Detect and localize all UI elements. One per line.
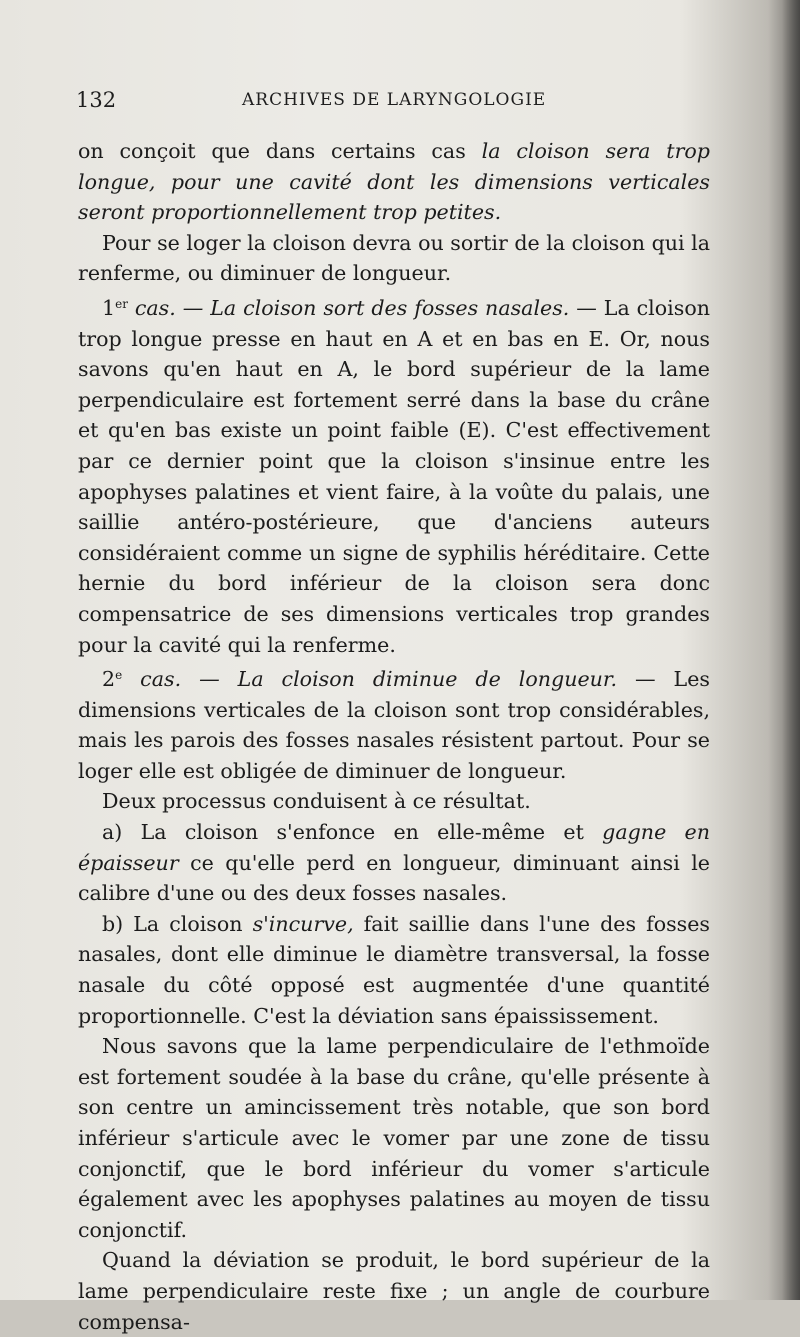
paragraph-1 xyxy=(78,136,710,228)
body-text xyxy=(78,136,710,1337)
case-2-text: — Les dimensions verticales de la cloison sont trop considérables, mais les parois des fosses nasales résistent partout. Pour se loger elle est obligée de diminuer de longueur. xyxy=(78,667,710,783)
process-b-text: b) La cloison xyxy=(102,911,253,936)
paragraph-2: Pour se loger la cloison devra ou sortir de la cloison qui la renferme, ou diminuer de longueur. xyxy=(78,230,711,286)
process-b-tail: fait saillie dans l'une des fosses nasales, dont elle diminue le diamètre transversal, la fosse nasale du côté opposé est augmentée d'une quantité proportionnelle. C'est la déviation sans épaississement. xyxy=(78,911,710,1028)
page-number: 132 xyxy=(76,88,117,112)
paragraph-process-b xyxy=(78,909,710,1031)
paragraph-1-text: on conçoit que dans certains cas xyxy=(78,139,482,163)
process-a-emphasis: gagne en épaisseur xyxy=(78,820,710,875)
case-2-heading: cas. — La cloison diminue de longueur. xyxy=(122,667,618,692)
case-1-superscript: er xyxy=(115,296,128,311)
page-shadow-edge xyxy=(782,0,800,1300)
case-1-heading: cas. — La cloison sort des fosses nasales. xyxy=(127,295,570,320)
case-1-text: — La cloison trop longue presse en haut en A et en bas en E. Or, nous savons qu'en haut en A, le bord supérieur de la lame perpendiculaire est fortement serré dans la base du crâne et qu'en bas existe un point faible (E). C'est effectivement par ce dernier point que la cloison s'insinue entre les apophyses palatines et vient faire, à la voûte du palais, une saillie antéro-postérieure, que d'anciens auteurs considéraient comme un signe de syphilis héréditaire. Cette hernie du bord inférieur de la cloison sera donc compensatrice de ses dimensions verticales trop grandes pour la cavité qui la renferme. xyxy=(78,295,710,657)
case-2-superscript: e xyxy=(115,668,123,683)
process-a-tail: ce qu'elle perd en longueur, diminuant ainsi le calibre d'une ou des deux fosses nasales. xyxy=(78,850,710,906)
paragraph-processes: Deux processus conduisent à ce résultat. xyxy=(102,789,531,814)
case-1-number: 1 xyxy=(102,295,116,320)
case-2-number: 2 xyxy=(102,667,116,692)
paragraph-process-a xyxy=(78,817,710,909)
page-header xyxy=(76,88,716,118)
process-b-emphasis: s'incurve, xyxy=(252,911,354,936)
paragraph-anatomy: Nous savons que la lame perpendiculaire de l'ethmoïde est fortement soudée à la base du crâne, qu'elle présente à son centre un amincissement très notable, que son bord inférieur s'articule avec le vomer par une zone de tissu conjonctif, que le bord inférieur du vomer s'articule également avec les apophyses palatines au moyen de tissu conjonctif. xyxy=(78,1034,710,1242)
paragraph-case-1 xyxy=(78,289,710,660)
paragraph-deviation: Quand la déviation se produit, le bord supérieur de la lame perpendiculaire reste fixe ; un angle de courbure compensa- xyxy=(78,1248,710,1334)
paragraph-1-emphasis: la cloison sera trop longue, pour une cavité dont les dimensions verticales seront proportionnellement trop petites. xyxy=(78,139,710,225)
paragraph-case-2 xyxy=(78,660,710,786)
running-title: ARCHIVES DE LARYNGOLOGIE xyxy=(242,90,547,110)
process-a-text: a) La cloison s'enfonce en elle-même et xyxy=(102,820,603,845)
